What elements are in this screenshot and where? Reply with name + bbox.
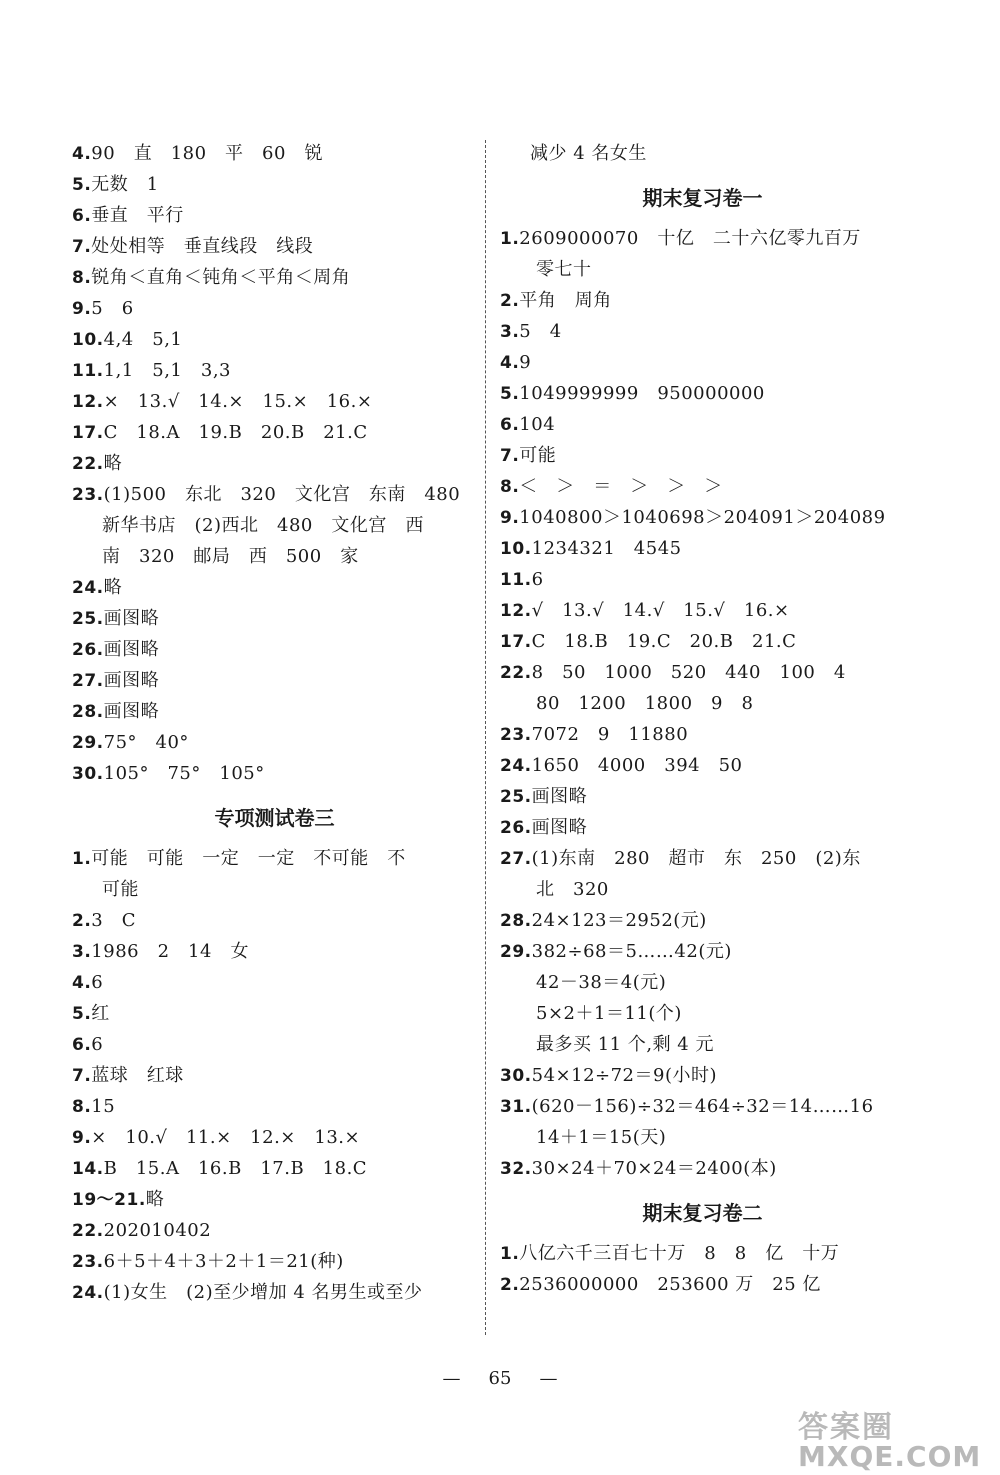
section-heading: 期末复习卷一	[642, 186, 763, 210]
answer-text: 30×24＋70×24＝2400(本)	[531, 1158, 777, 1179]
answer-number: 6.	[500, 415, 520, 435]
answer-text: 104	[519, 414, 556, 435]
answer-number: 9.	[500, 508, 520, 528]
answer-number: 28.	[500, 911, 532, 931]
answer-text: × 10.√ 11.× 12.× 13.×	[91, 1127, 361, 1148]
answer-number: 7.	[72, 1066, 92, 1086]
answer-text: 75° 40°	[103, 732, 189, 753]
answer-line	[500, 1060, 905, 1091]
answer-line	[72, 169, 477, 200]
answer-text: (1)东南 280 超市 东 250 (2)东	[531, 848, 861, 869]
answer-line	[500, 1238, 905, 1269]
answer-text: 1049999999 950000000	[519, 383, 765, 404]
answer-text: 处处相等 垂直线段 线段	[91, 236, 314, 257]
answer-text: 可能	[519, 445, 557, 466]
answer-text: ＜ ＞ ＝ ＞ ＞ ＞	[519, 476, 723, 497]
answer-text: 可能 可能 一定 一定 不可能 不	[91, 848, 406, 869]
answer-text: 24×123＝2952(元)	[531, 910, 707, 931]
answer-line	[500, 1269, 905, 1300]
answer-line	[500, 440, 905, 471]
answer-number: 1.	[500, 229, 520, 249]
answer-line: 可能	[102, 879, 139, 900]
answer-line: 新华书店 (2)西北 480 文化宫 西	[102, 515, 424, 536]
answer-text: 锐角＜直角＜钝角＜平角＜周角	[91, 267, 351, 288]
answer-line: 14＋1＝15(天)	[536, 1127, 667, 1148]
answer-text: 蓝球 红球	[91, 1065, 184, 1086]
answer-line	[72, 758, 477, 789]
answer-line: 北 320	[536, 879, 609, 900]
answer-line	[72, 936, 477, 967]
answer-number: 4.	[500, 353, 520, 373]
answer-line	[500, 657, 905, 688]
answer-line	[500, 936, 905, 967]
answer-text: 382÷68＝5……42(元)	[531, 941, 732, 962]
answer-line	[500, 285, 905, 316]
answer-line	[72, 1153, 477, 1184]
answer-line	[72, 1277, 477, 1308]
answer-text: 15	[91, 1096, 116, 1117]
answer-text: 1986 2 14 女	[91, 941, 249, 962]
answer-number: 5.	[72, 175, 92, 195]
answer-number: 31.	[500, 1097, 532, 1117]
answer-line: 南 320 邮局 西 500 家	[102, 546, 359, 567]
answer-number: 1.	[72, 849, 92, 869]
answer-number: 9.	[72, 1128, 92, 1148]
answer-text: 2536000000 253600 万 25 亿	[519, 1274, 821, 1295]
watermark-title: 答案圈	[798, 1410, 894, 1445]
answer-number: 3.	[72, 942, 92, 962]
answer-line	[72, 998, 477, 1029]
answer-line	[72, 1184, 477, 1215]
answer-text: 1650 4000 394 50	[531, 755, 743, 776]
answer-number: 7.	[500, 446, 520, 466]
page-number-value: 65	[488, 1368, 512, 1389]
answer-line	[500, 595, 905, 626]
answer-line: 最多买 11 个,剩 4 元	[536, 1034, 714, 1055]
answer-number: 23.	[72, 1252, 104, 1272]
answer-line	[500, 905, 905, 936]
answer-line	[72, 696, 477, 727]
section-heading: 专项测试卷三	[214, 806, 335, 830]
answer-line	[500, 781, 905, 812]
answer-line	[500, 347, 905, 378]
answer-number: 9.	[72, 299, 92, 319]
answer-text: 红	[91, 1003, 110, 1024]
answer-text: 略	[103, 453, 123, 474]
answer-line	[500, 1091, 905, 1122]
answer-number: 24.	[72, 1283, 104, 1303]
answer-line	[72, 324, 477, 355]
answer-text: 6	[91, 1034, 104, 1055]
answer-line	[72, 665, 477, 696]
answer-text: 画图略	[531, 817, 588, 838]
answer-text: 1234321 4545	[531, 538, 682, 559]
answer-number: 8.	[500, 477, 520, 497]
answer-text: 4,4 5,1	[103, 329, 183, 350]
answer-number: 30.	[500, 1066, 532, 1086]
answer-line	[500, 719, 905, 750]
answer-text: × 13.√ 14.× 15.× 16.×	[103, 391, 373, 412]
answer-line	[72, 727, 477, 758]
answer-text: 画图略	[103, 670, 160, 691]
answer-number: 14.	[72, 1159, 104, 1179]
answer-line	[72, 1122, 477, 1153]
answer-number: 4.	[72, 973, 92, 993]
answer-line: 42－38＝4(元)	[536, 972, 667, 993]
answer-text: 202010402	[103, 1220, 212, 1241]
answer-number: 24.	[500, 756, 532, 776]
answer-line	[72, 262, 477, 293]
page-dash-right: —	[539, 1368, 558, 1389]
answer-line	[72, 967, 477, 998]
answer-line	[500, 223, 905, 254]
answer-number: 5.	[500, 384, 520, 404]
answer-number: 22.	[72, 454, 104, 474]
answer-number: 24.	[72, 578, 104, 598]
answer-number: 19～21.	[72, 1190, 146, 1210]
answer-line: 5×2＋1＝11(个)	[536, 1003, 682, 1024]
answer-line	[72, 479, 477, 510]
answer-number: 6.	[72, 1035, 92, 1055]
answer-number: 3.	[500, 322, 520, 342]
section-heading: 期末复习卷二	[642, 1201, 763, 1225]
answer-line	[72, 231, 477, 262]
answer-text: 画图略	[103, 701, 160, 722]
page-dash-left: —	[442, 1368, 461, 1389]
answer-line	[72, 905, 477, 936]
answer-text: 6＋5＋4＋3＋2＋1＝21(种)	[103, 1251, 344, 1272]
answer-text: 画图略	[531, 786, 588, 807]
answer-text: 54×12÷72＝9(小时)	[531, 1065, 717, 1086]
answer-text: 90 直 180 平 60 锐	[91, 143, 323, 164]
answer-line	[72, 448, 477, 479]
left-column	[72, 138, 477, 1308]
answer-number: 28.	[72, 702, 104, 722]
answer-line	[72, 1215, 477, 1246]
answer-line: 零七十	[536, 259, 592, 280]
answer-number: 25.	[500, 787, 532, 807]
answer-number: 2.	[72, 911, 92, 931]
answer-line	[72, 1060, 477, 1091]
right-column	[500, 138, 905, 1300]
answer-number: 25.	[72, 609, 104, 629]
answer-line	[72, 572, 477, 603]
answer-line: 80 1200 1800 9 8	[536, 693, 754, 714]
answer-number: 26.	[72, 640, 104, 660]
answer-text: 无数 1	[91, 174, 159, 195]
answer-number: 27.	[72, 671, 104, 691]
answer-line	[72, 200, 477, 231]
answer-line	[72, 386, 477, 417]
answer-number: 32.	[500, 1159, 532, 1179]
answer-line	[500, 409, 905, 440]
answer-line	[500, 843, 905, 874]
answer-line: 减少 4 名女生	[530, 143, 647, 164]
answer-number: 12.	[500, 601, 532, 621]
watermark-logo	[798, 1402, 982, 1473]
answer-number: 6.	[72, 206, 92, 226]
answer-line	[72, 634, 477, 665]
answer-line	[72, 293, 477, 324]
answer-number: 26.	[500, 818, 532, 838]
answer-text: 略	[103, 577, 123, 598]
answer-line	[72, 138, 477, 169]
answer-text: B 15.A 16.B 17.B 18.C	[103, 1158, 368, 1179]
answer-line	[500, 502, 905, 533]
answer-text: 1040800＞1040698＞204091＞204089	[519, 507, 886, 528]
answer-line	[500, 1153, 905, 1184]
answer-number: 27.	[500, 849, 532, 869]
answer-number: 29.	[72, 733, 104, 753]
answer-number: 22.	[500, 663, 532, 683]
answer-number: 10.	[72, 330, 104, 350]
answer-text: 6	[91, 972, 104, 993]
answer-text: 5 6	[91, 298, 134, 319]
answer-line	[500, 316, 905, 347]
answer-number: 5.	[72, 1004, 92, 1024]
answer-line	[72, 603, 477, 634]
answer-text: √ 13.√ 14.√ 15.√ 16.×	[531, 600, 790, 621]
answer-number: 11.	[500, 570, 532, 590]
answer-line	[72, 1246, 477, 1277]
answer-text: 105° 75° 105°	[103, 763, 265, 784]
answer-line	[72, 417, 477, 448]
answer-number: 17.	[72, 423, 104, 443]
answer-text: 画图略	[103, 639, 160, 660]
answer-text: (620－156)÷32＝464÷32＝14……16	[531, 1096, 874, 1117]
answer-line	[500, 812, 905, 843]
answer-text: 3 C	[91, 910, 137, 931]
answer-text: (1)女生 (2)至少增加 4 名男生或至少	[103, 1282, 423, 1303]
answer-text: 8 50 1000 520 440 100 4	[531, 662, 846, 683]
answer-text: 平角 周角	[519, 290, 612, 311]
answer-number: 17.	[500, 632, 532, 652]
answer-text: 9	[519, 352, 532, 373]
page-number	[0, 1368, 1000, 1389]
answer-number: 11.	[72, 361, 104, 381]
answer-number: 4.	[72, 144, 92, 164]
answer-text: 画图略	[103, 608, 160, 629]
answer-number: 29.	[500, 942, 532, 962]
answer-text: C 18.B 19.C 20.B 21.C	[531, 631, 797, 652]
answer-text: 6	[531, 569, 544, 590]
answer-number: 8.	[72, 268, 92, 288]
answer-number: 23.	[500, 725, 532, 745]
answer-number: 1.	[500, 1244, 520, 1264]
column-divider	[485, 140, 486, 1335]
answer-line	[500, 378, 905, 409]
answer-line	[500, 564, 905, 595]
answer-line	[500, 626, 905, 657]
answer-number: 2.	[500, 291, 520, 311]
answer-text: 八亿六千三百七十万 8 8 亿 十万	[519, 1243, 840, 1264]
answer-line	[72, 1091, 477, 1122]
answer-number: 2.	[500, 1275, 520, 1295]
answer-line	[72, 355, 477, 386]
answer-line	[72, 1029, 477, 1060]
answer-text: 2609000070 十亿 二十六亿零九百万	[519, 228, 861, 249]
answer-text: 垂直 平行	[91, 205, 184, 226]
answer-line	[500, 533, 905, 564]
answer-text: C 18.A 19.B 20.B 21.C	[103, 422, 368, 443]
answer-text: (1)500 东北 320 文化宫 东南 480	[103, 484, 461, 505]
answer-number: 10.	[500, 539, 532, 559]
answer-line	[500, 750, 905, 781]
answer-number: 8.	[72, 1097, 92, 1117]
answer-text: 1,1 5,1 3,3	[103, 360, 232, 381]
watermark-url: MXQE.COM	[798, 1440, 982, 1473]
answer-number: 12.	[72, 392, 104, 412]
answer-text: 略	[145, 1189, 165, 1210]
answer-text: 7072 9 11880	[531, 724, 689, 745]
answer-number: 23.	[72, 485, 104, 505]
answer-line	[500, 471, 905, 502]
answer-number: 7.	[72, 237, 92, 257]
answer-number: 22.	[72, 1221, 104, 1241]
answer-line	[72, 843, 477, 874]
answer-text: 5 4	[519, 321, 562, 342]
answer-number: 30.	[72, 764, 104, 784]
